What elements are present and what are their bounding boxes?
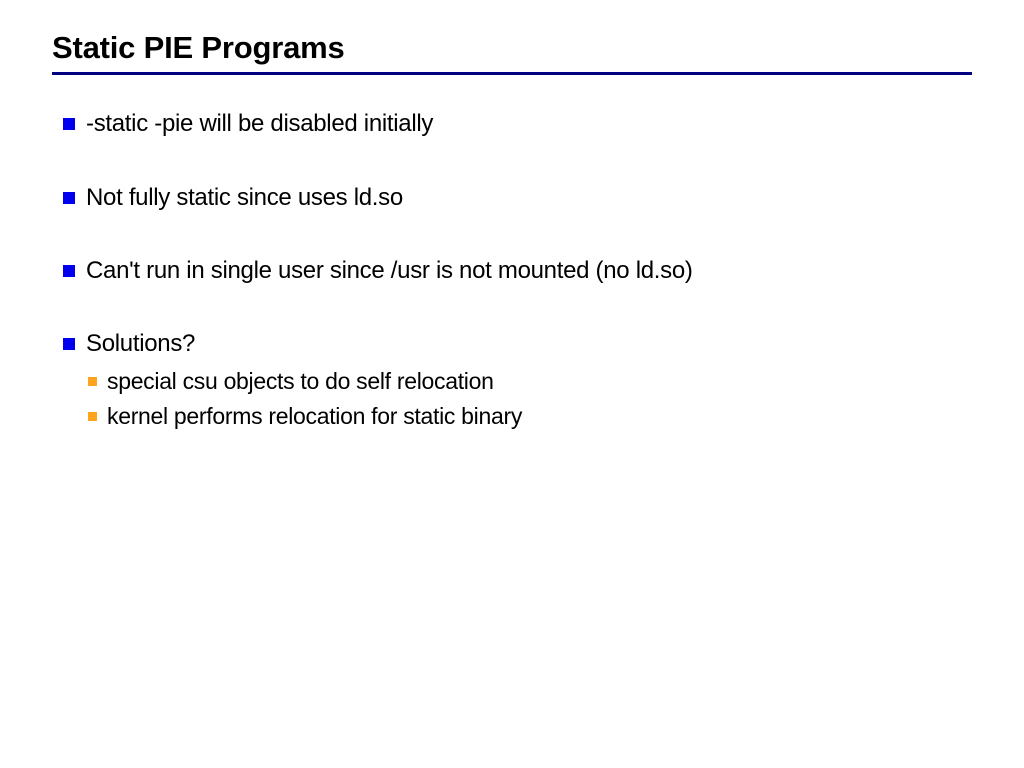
sub-bullet-text: kernel performs relocation for static binary xyxy=(107,403,523,429)
bullet-item xyxy=(63,184,403,212)
sub-bullet-square-icon xyxy=(88,412,97,421)
bullet-square-icon xyxy=(63,118,75,130)
sub-bullet-item xyxy=(88,403,522,430)
slide-title: Static PIE Programs xyxy=(52,30,345,65)
title-underline-rule xyxy=(52,72,972,75)
bullet-text: Can't run in single user since /usr is not mounted (no ld.so) xyxy=(86,257,693,284)
sub-bullet-item xyxy=(88,368,494,395)
bullet-text: -static -pie will be disabled initially xyxy=(86,110,434,137)
sub-bullet-text: special csu objects to do self relocation xyxy=(107,368,494,394)
bullet-square-icon xyxy=(63,338,75,350)
sub-bullet-square-icon xyxy=(88,377,97,386)
bullet-square-icon xyxy=(63,265,75,277)
bullet-text: Not fully static since uses ld.so xyxy=(86,184,403,211)
bullet-item xyxy=(63,330,195,358)
bullet-text: Solutions? xyxy=(86,330,196,357)
bullet-item xyxy=(63,110,433,138)
bullet-item xyxy=(63,257,693,285)
bullet-square-icon xyxy=(63,192,75,204)
